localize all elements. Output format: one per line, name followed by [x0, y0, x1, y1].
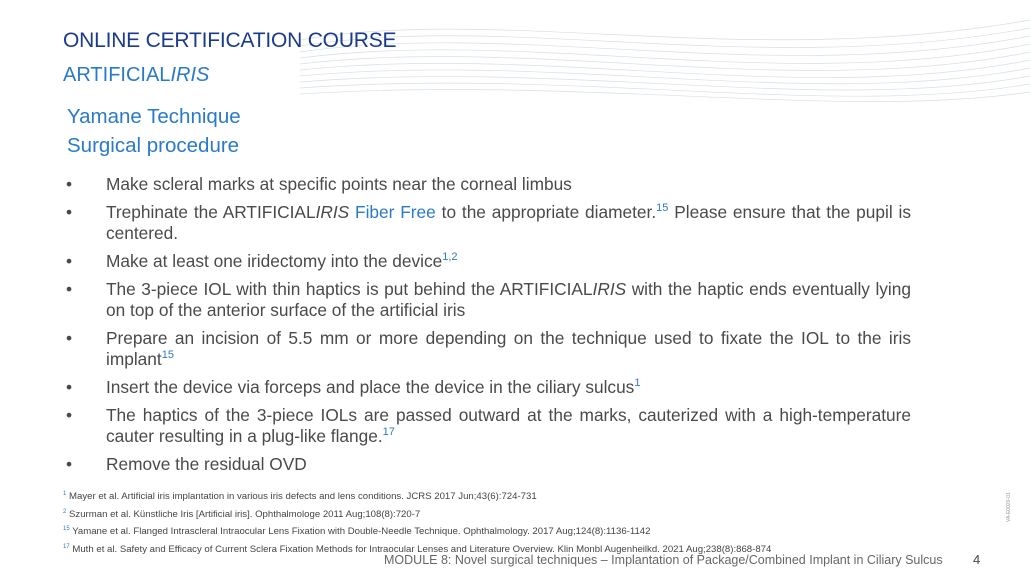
- step-text: The haptics of the 3-piece IOLs are passed outward at the marks, cauterized with a high-temperature cauter resulting in a plug-like flange.: [106, 405, 911, 446]
- step-text: The 3-piece IOL with thin haptics is put behind the ARTIFICIAL: [106, 279, 593, 299]
- step-text: Make at least one iridectomy into the device: [106, 251, 443, 271]
- procedure-steps-list: [66, 174, 911, 482]
- bullet-icon: •: [66, 405, 73, 425]
- section-title: Surgical procedure: [67, 134, 240, 157]
- step-text-italic: IRIS: [592, 279, 627, 299]
- reference-text: Muth et al. Safety and Efficacy of Current Sclera Fixation Methods for Intraocular Lenses and Literature Overview. Klin Monbl Augenheilkd. 2021 Aug;238(8):868-874: [72, 544, 772, 556]
- bullet-icon: •: [66, 328, 73, 348]
- course-title: ONLINE CERTIFICATION COURSE: [63, 29, 397, 52]
- reference-number: 15: [63, 526, 70, 533]
- reference-number: 2: [63, 508, 67, 515]
- step-text: Please ensure that the pupil is centered.: [106, 202, 911, 243]
- list-item: [66, 202, 911, 244]
- step-text-italic: IRIS: [315, 202, 350, 222]
- bullet-icon: •: [66, 251, 73, 271]
- reference-item: [63, 522, 963, 540]
- step-text: with the haptic ends eventually lying on top of the anterior surface of the artificial iris: [106, 279, 911, 320]
- technique-title: Yamane Technique: [67, 105, 241, 128]
- reference-text: Mayer et al. Artificial iris implantation in various iris defects and lens conditions. JCRS 2017 Jun;43(6):724-731: [69, 491, 537, 503]
- reference-number: 17: [63, 544, 70, 551]
- step-text: Make scleral marks at specific points near the corneal limbus: [106, 174, 572, 194]
- step-text: Trephinate the ARTIFICIAL: [106, 202, 316, 222]
- footer-module-title: MODULE 8: Novel surgical techniques – Implantation of Package/Combined Implant in Ciliary Sulcus: [384, 553, 943, 567]
- reference-text: Yamane et al. Flanged Intrascleral Intraocular Lens Fixation with Double-Needle Technique. Ophthalmology. 2017 Aug;124(8):1136-1142: [72, 526, 651, 538]
- step-text: Prepare an incision of 5.5 mm or more depending on the technique used to fixate the IOL to the iris implant: [106, 328, 911, 369]
- step-text: to the appropriate diameter.: [441, 202, 657, 222]
- reference-marker: 1: [634, 377, 641, 390]
- bullet-icon: •: [66, 454, 73, 474]
- list-item: [66, 251, 911, 272]
- product-title: [63, 64, 209, 87]
- bullet-icon: •: [66, 174, 73, 194]
- page-number: 4: [973, 552, 981, 567]
- bullet-icon: •: [66, 377, 73, 397]
- product-variant-name: Fiber Free: [355, 202, 436, 222]
- reference-marker: 17: [382, 426, 395, 439]
- list-item: [66, 328, 911, 370]
- bullet-icon: •: [66, 202, 73, 222]
- product-title-main: ARTIFICIAL: [63, 64, 171, 86]
- reference-marker: 15: [161, 349, 174, 362]
- reference-marker: 15: [656, 202, 669, 215]
- reference-text: Szurman et al. Künstliche Iris [Artificial iris]. Ophthalmologe 2011 Aug;108(8):720-7: [69, 508, 421, 520]
- reference-number: 1: [63, 491, 67, 497]
- list-item: [66, 174, 911, 195]
- step-text: Insert the device via forceps and place the device in the ciliary sulcus: [106, 377, 635, 397]
- product-title-italic: IRIS: [170, 64, 210, 86]
- reference-item: [63, 487, 963, 505]
- list-item: [66, 377, 911, 398]
- list-item: [66, 279, 911, 321]
- document-code: VA-E0020-01: [1006, 492, 1012, 522]
- references-list: [63, 487, 963, 558]
- step-text: Remove the residual OVD: [106, 454, 307, 474]
- reference-marker: 1,2: [442, 251, 458, 264]
- reference-item: [63, 505, 963, 523]
- bullet-icon: •: [66, 279, 73, 299]
- list-item: [66, 405, 911, 447]
- list-item: [66, 454, 911, 475]
